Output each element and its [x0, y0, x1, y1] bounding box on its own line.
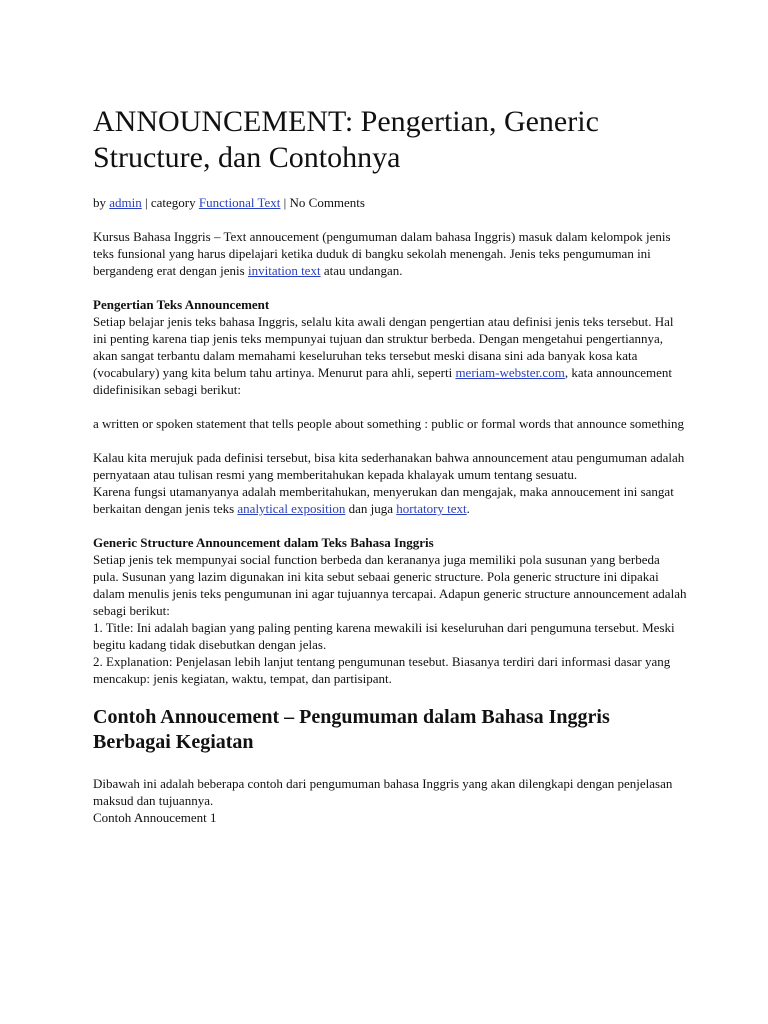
- definition-quote: a written or spoken statement that tells people about something : public or formal words that announce something: [93, 416, 685, 431]
- meta-category-prefix: | category: [141, 195, 199, 210]
- function-text-mid: dan juga: [345, 501, 397, 516]
- intro-text-before: Kursus Bahasa Inggris – Text annoucement (pengumuman dalam bahasa Inggris) masuk dalam kelompok jenis teks funsional yang harus dipelajari ketika duduk di bangku sekolah menengah. Jenis teks pengumuman ini bergandeng erat dengan jenis: [93, 229, 671, 278]
- author-link[interactable]: admin: [109, 195, 142, 210]
- meta-comments: | No Comments: [280, 195, 365, 210]
- definition-summary-paragraph: Kalau kita merujuk pada definisi tersebut, bisa kita sederhanakan bahwa announcement atau pengumuman adalah pernyataan atau tulisan resmi yang memberitahukan kepada khalayak umum tentang sesuatu.: [93, 450, 685, 482]
- intro-paragraph: [93, 228, 688, 279]
- meta-by-prefix: by: [93, 195, 110, 210]
- definition-intro-before: Setiap belajar jenis teks bahasa Inggris, selalu kita awali dengan pengertian atau definisi jenis teks tersebut. Hal ini penting karena tiap jenis teks mempunyai tujuan dan struktur berbeda. Dengan mengetahui pengertiannya, akan sangat terbantu dalam memahami keseluruhan teks tersebut meski disana sini ada banyak kosa kata (vocabulary) yang kita belum tahu artinya. Menurut para ahli, seperti: [93, 314, 674, 380]
- section-heading-pengertian: Pengertian Teks Announcement: [93, 297, 270, 312]
- function-paragraph: [93, 483, 688, 517]
- structure-item-explanation: 2. Explanation: Penjelasan lebih lanjut tentang pengumunan tesebut. Biasanya terdiri dari informasi dasar yang mencakup: jenis kegiatan, waktu, tempat, dan partisipant.: [93, 654, 671, 686]
- analytical-exposition-link[interactable]: analytical exposition: [237, 501, 346, 516]
- generic-structure-paragraph: Setiap jenis tek mempunyai social function berbeda dan kerananya juga memiliki pola susunan yang berbeda pula. Susunan yang lazim digunakan ini kita sebut sebaai generic structure. Pola generic structure ini dipakai dalam menulis jenis teks pengumunan ini agar tujuannya tercapai. Adapun generic structure announcement adalah sebagi berikut:: [93, 552, 687, 618]
- definition-intro-after: , kata announcement didefinisikan sebagi berikut:: [93, 365, 673, 397]
- merriam-webster-link[interactable]: meriam-webster.com: [455, 365, 565, 380]
- section-heading-generic-structure: Generic Structure Announcement dalam Teks Bahasa Inggris: [93, 535, 434, 550]
- function-text-after: .: [466, 501, 470, 516]
- structure-item-title: 1. Title: Ini adalah bagian yang paling penting karena mewakili isi keseluruhan dari pengumuna tersebut. Meski begitu kadang tidak disebutkan dengan jelas.: [93, 620, 675, 652]
- category-link[interactable]: Functional Text: [198, 195, 281, 210]
- invitation-text-link[interactable]: invitation text: [247, 263, 321, 278]
- hortatory-text-link[interactable]: hortatory text: [396, 501, 467, 516]
- article-meta: [93, 194, 688, 211]
- section-heading-contoh: Contoh Annoucement – Pengumuman dalam Bahasa Inggris Berbagai Kegiatan: [93, 706, 610, 753]
- function-text-before: Karena fungsi utamanyanya adalah memberitahukan, menyerukan dan mengajak, maka annoucement ini sangat berkaitan dengan jenis teks: [93, 484, 674, 516]
- intro-text-after: atau undangan.: [320, 263, 403, 278]
- definition-intro-paragraph: [93, 313, 688, 398]
- example-label: Contoh Annoucement 1: [93, 810, 217, 825]
- article-title: ANNOUNCEMENT: Pengertian, Generic Structure, dan Contohnya: [93, 105, 599, 174]
- examples-intro-paragraph: Dibawah ini adalah beberapa contoh dari pengumuman bahasa Inggris yang akan dilengkapi dengan penjelasan maksud dan tujuannya.: [93, 776, 673, 808]
